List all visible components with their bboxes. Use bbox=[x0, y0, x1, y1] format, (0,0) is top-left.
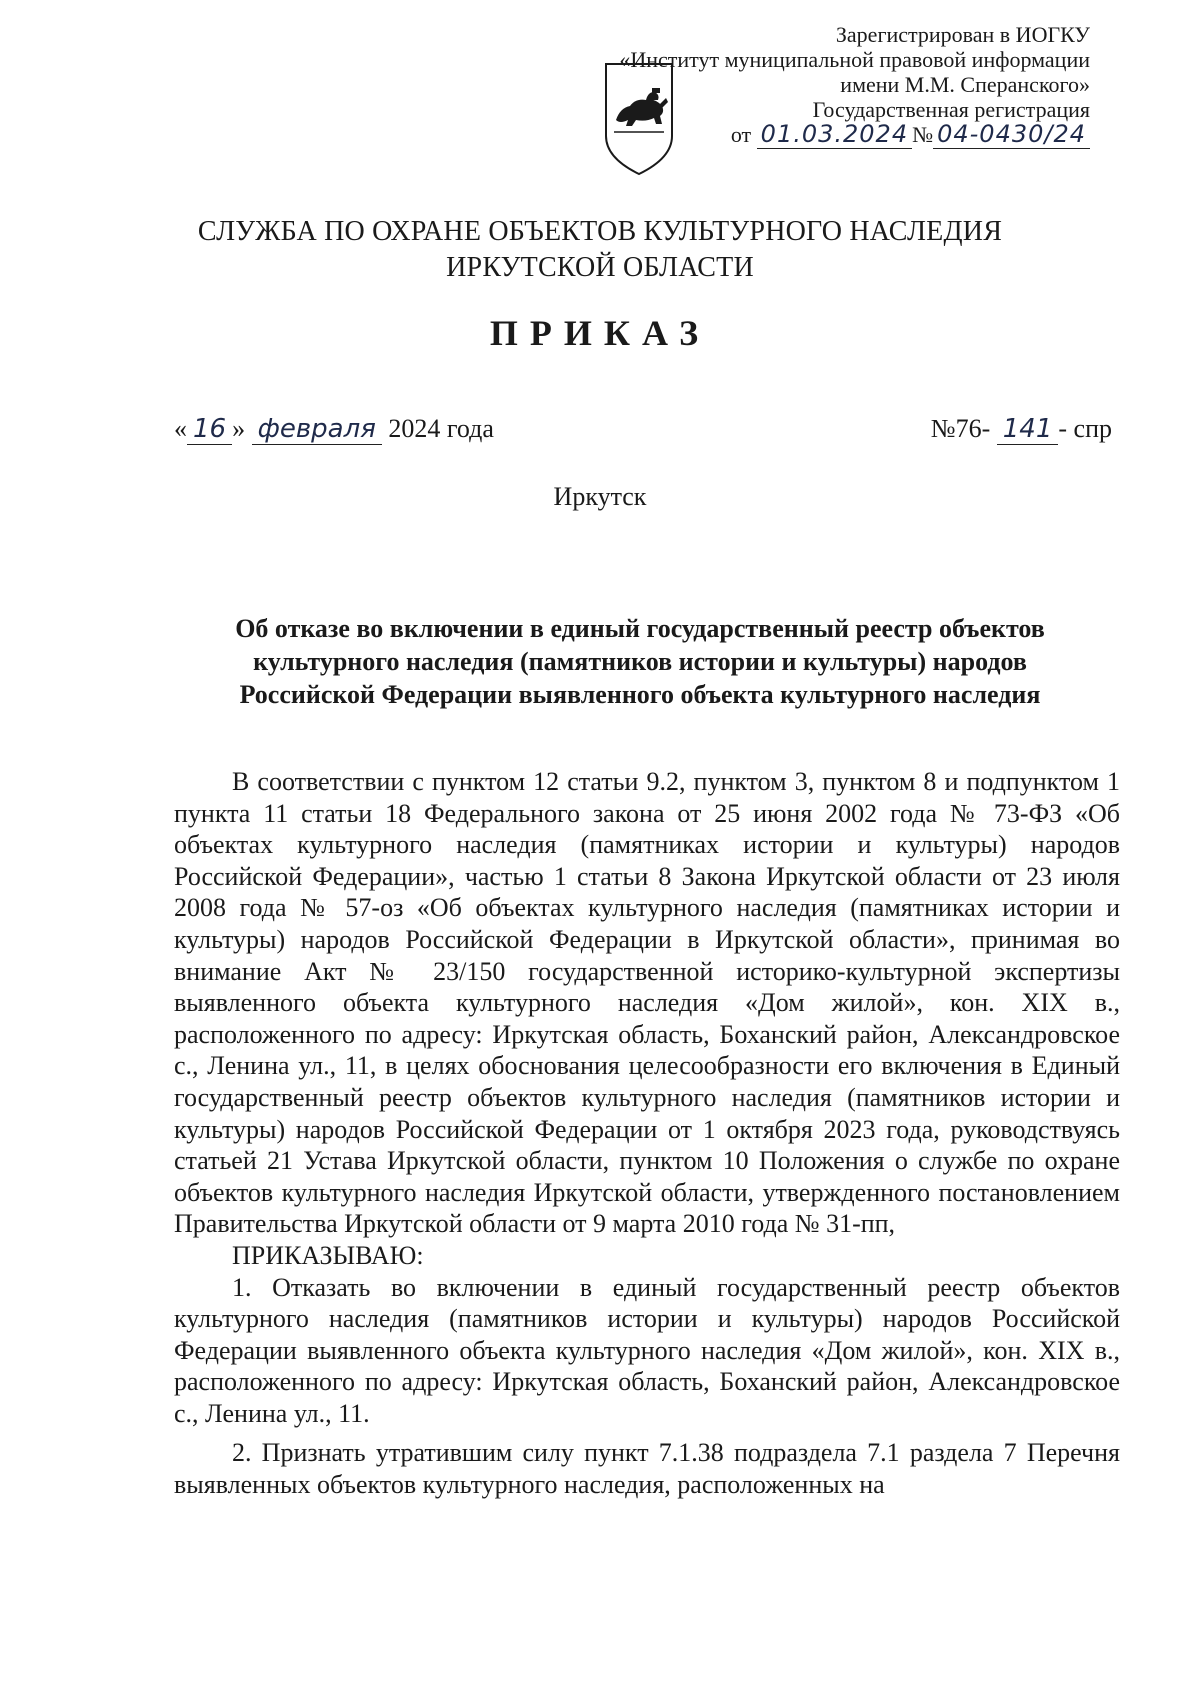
agency-name-line-2: ИРКУТСКОЙ ОБЛАСТИ bbox=[446, 252, 754, 283]
order-title-line-3: Российской Федерации выявленного объекта культурного наследия bbox=[239, 680, 1041, 709]
order-day: 16 bbox=[187, 414, 232, 445]
order-title-line-1: Об отказе во включении в единый государственный реестр объектов bbox=[235, 614, 1045, 643]
registration-date: 01.03.2024 bbox=[757, 120, 912, 149]
order-number bbox=[931, 412, 1112, 446]
quote-close: » bbox=[232, 414, 246, 443]
order-item-2: 2. Признать утратившим силу пункт 7.1.38 подраздела 7.1 раздела 7 Перечня выявленных объектов культурного наследия, расположенных на bbox=[174, 1438, 1120, 1500]
order-item-1: 1. Отказать во включении в единый государственный реестр объектов культурного наследия (памятников истории и культуры) народов Российской Федерации выявленного объекта культурного наследия «Дом жилой», кон. XIX в., расположенного по адресу: Иркутская область, Боханский район, Александровское с., Ленина ул., 11. bbox=[174, 1272, 1120, 1428]
order-number-value: 141 bbox=[997, 414, 1059, 445]
order-word: ПРИКАЗЫВАЮ: bbox=[232, 1240, 424, 1270]
registration-line-1: Зарегистрирован в ИОГКУ bbox=[835, 22, 1090, 47]
order-number-prefix: №76- bbox=[930, 414, 991, 443]
registration-from-label: от bbox=[730, 122, 752, 147]
quote-open: « bbox=[174, 414, 187, 443]
registration-number: 04-0430/24 bbox=[933, 120, 1090, 149]
registration-line-3: имени М.М. Сперанского» bbox=[840, 72, 1090, 97]
preamble-paragraph: В соответствии с пунктом 12 статьи 9.2, пунктом 3, пунктом 8 и подпунктом 1 пункта 11 статьи 18 Федерального закона от 25 июня 2002 года № 73-ФЗ «Об объектах культурного наследия (памятниках истории и культуры) народов Российской Федерации», частью 1 статьи 8 Закона Иркутской области от 23 июля 2008 года № 57-оз «Об объектах культурного наследия (памятниках истории и культуры) народов Российской Федерации в Иркутской области», принимая во внимание Акт № 23/150 государственной историко-культурной экспертизы выявленного объекта культурного наследия «Дом жилой», кон. XIX в., расположенного по адресу: Иркутская область, Боханский район, Александровское с., Ленина ул., 11, в целях обоснования целесообразности его включения в Единый государственный реестр объектов культурного наследия (памятников истории и культуры) народов Российской Федерации от 1 октября 2023 года, руководствуясь статьей 21 Устава Иркутской области, пунктом 10 Положения о службе по охране объектов культурного наследия Иркутской области, утвержденного постановлением Правительства Иркутской области от 9 марта 2010 года № 31-пп, bbox=[174, 767, 1120, 1239]
order-number-suffix: - спр bbox=[1058, 414, 1112, 443]
agency-name-line-1: СЛУЖБА ПО ОХРАНЕ ОБЪЕКТОВ КУЛЬТУРНОГО НАСЛЕДИЯ bbox=[197, 216, 1003, 247]
registration-line-2: «Институт муниципальной правовой информации bbox=[619, 47, 1090, 72]
document-type: ПРИКАЗ bbox=[489, 313, 711, 353]
registration-number-label: № bbox=[912, 122, 934, 147]
order-year: 2024 года bbox=[388, 414, 494, 443]
order-date bbox=[174, 412, 494, 446]
agency-name bbox=[0, 214, 1200, 286]
order-title-line-2: культурного наследия (памятников истории и культуры) народов bbox=[253, 647, 1027, 676]
order-title bbox=[170, 612, 1110, 711]
registration-line-4: Государственная регистрация bbox=[812, 97, 1090, 122]
order-date-number-row bbox=[174, 412, 1112, 446]
order-month: февраля bbox=[252, 414, 382, 445]
city: Иркутск bbox=[553, 482, 647, 511]
order-body bbox=[174, 766, 1120, 1501]
irkutsk-coat-of-arms-icon bbox=[602, 58, 676, 178]
